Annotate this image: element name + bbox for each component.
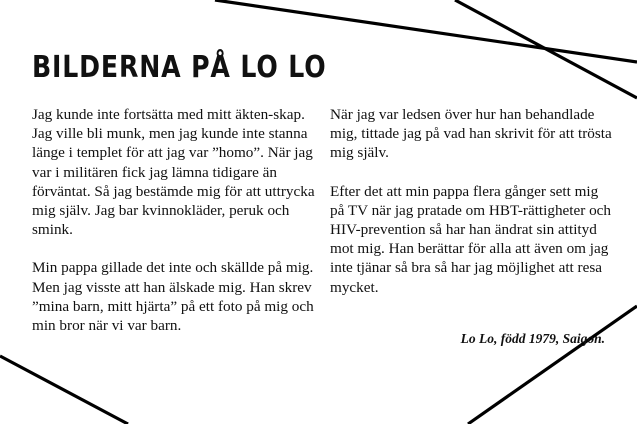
signature: Lo Lo, född 1979, Saigon. bbox=[460, 331, 605, 346]
page-title: BILDERNA PÅ LO LO bbox=[32, 50, 327, 85]
paragraph: När jag var ledsen över hur han behandlade mig, tittade jag på vad han skrivit för att trösta mig själv. bbox=[330, 106, 612, 162]
paragraph: Min pappa gillade det inte och skällde på mig. Men jag visste att han älskade mig. Han skrev ”mina barn, mitt hjärta” på ett foto på mig och min bror när vi var barn. bbox=[32, 259, 314, 335]
decorative-line bbox=[0, 356, 128, 424]
decorative-line bbox=[455, 0, 637, 98]
paragraph: Jag kunde inte fortsätta med mitt äkten-skap. Jag ville bli munk, men jag kunde inte stanna länge i templet för att jag var ”homo”. När jag var i militären fick jag lämna tidigare än förväntat. Så jag bestämde mig för att uttrycka mig själv. Jag bar kvinnokläder, peruk och smink. bbox=[32, 106, 315, 239]
left-column bbox=[32, 105, 322, 354]
decorative-line bbox=[468, 306, 637, 424]
paragraph: Efter det att min pappa flera gånger sett mig på TV när jag pratade om HBT-rättigheter och HIV-prevention så har han ändrat sin attityd mot mig. Han berättar för alla att även om jag inte tjänar så bra så har jag möjlighet att resa mycket. bbox=[330, 182, 612, 296]
right-column bbox=[330, 105, 614, 316]
